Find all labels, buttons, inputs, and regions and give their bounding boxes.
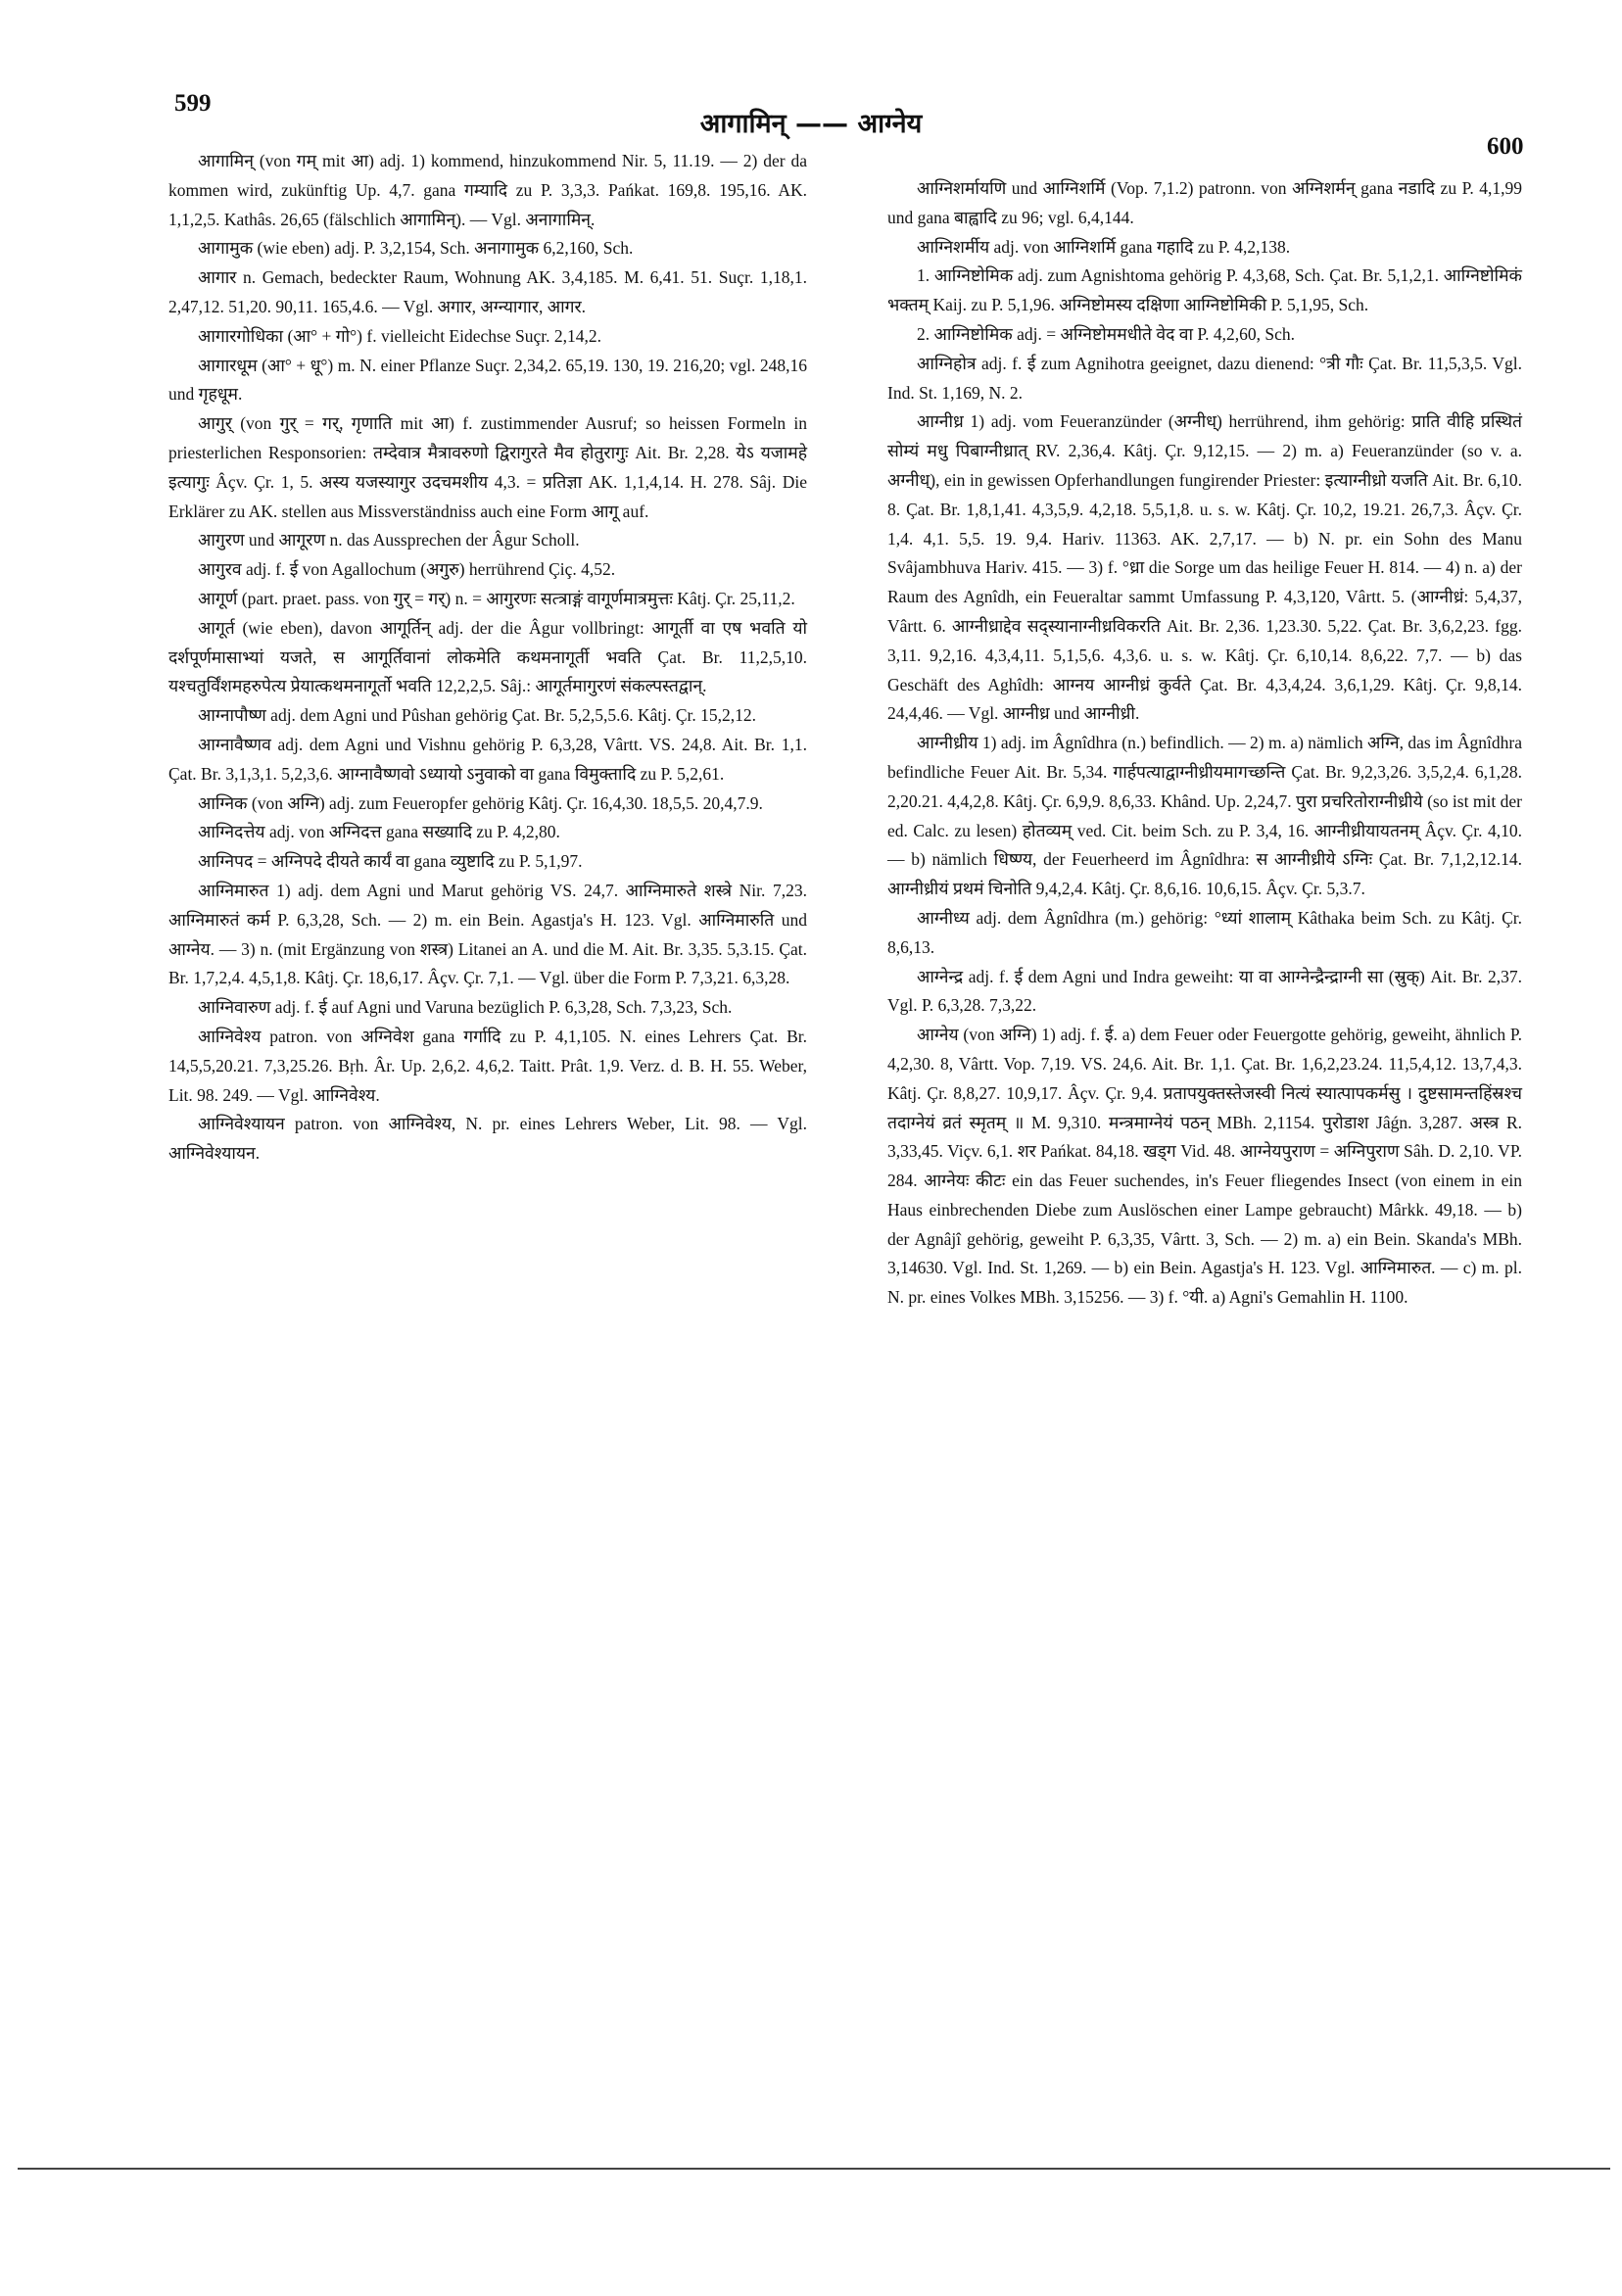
dictionary-entry: 1. आग्निष्टोमिक adj. zum Agnishtoma gehörig P. 4,3,68, Sch. Çat. Br. 5,1,2,1. आग्निष्टोमिकं भक्तम् Kaij. zu P. 5,1,96. अग्निष्टोमस्य दक्षिणा आग्निष्टोमिकी P. 5,1,95, Sch. bbox=[887, 265, 1522, 315]
dictionary-entry: आग्निहोत्र adj. f. ई zum Agnihotra geeignet, dazu dienend: °त्री गौः Çat. Br. 11,5,3,5. Vgl. Ind. St. 1,169, N. 2. bbox=[887, 353, 1522, 403]
dictionary-entry: आग्निवारुण adj. f. ई auf Agni und Varuna bezüglich P. 6,3,28, Sch. 7,3,23, Sch. bbox=[198, 997, 733, 1018]
dictionary-entry: आग्निवेश्यायन patron. von आग्निवेश्य, N. pr. eines Lehrers Weber, Lit. 98. — Vgl. आग्निवेश्यायन. bbox=[168, 1114, 807, 1164]
dictionary-entry: आगुर् (von गुर् = गर्, गृणाति mit आ) f. zustimmender Ausruf; so heissen Formeln in priesterlichen Responsorien: तम्देवात्र मैत्रावरुणो द्विरागुरते मैव होतुरागुः Ait. Br. 2,28. येऽ यजामहे इत्यागुः Âçv. Çr. 1, 5. अस्य यजस्यागुर उदचमशीय 4,3. = प्रतिज्ञा AK. 1,1,4,14. H. 278. Sâj. Die Erklärer zu AK. stellen aus Missverständniss auch eine Form आगू auf. bbox=[168, 413, 807, 521]
dictionary-entry: आगूर्ण (part. praet. pass. von गुर् = गर्) n. = आगुरणः सत्त्राङ्गं वागूर्णमात्रमुत्तः Kâtj. Çr. 25,11,2. bbox=[198, 588, 795, 608]
header-dash: —— bbox=[795, 109, 849, 139]
header-first-word: आगामिन् bbox=[699, 109, 787, 139]
dictionary-entry: आगुरण und आगूरण n. das Aussprechen der Âgur Scholl. bbox=[198, 530, 580, 550]
bottom-rule bbox=[18, 2168, 1610, 2170]
dictionary-entry: आगामुक (wie eben) adj. P. 3,2,154, Sch. अनागामुक 6,2,160, Sch. bbox=[198, 238, 634, 259]
dictionary-entry: 2. आग्निष्टोमिक adj. = अग्निष्टोममधीते वेद वा P. 4,2,60, Sch. bbox=[917, 323, 1296, 344]
dictionary-entry: आग्निशर्मायणि und आग्निशर्मि (Vop. 7,1.2) patronn. von अग्निशर्मन् gana नडादि zu P. 4,1,99 und gana बाह्वादि zu 96; vgl. 6,4,144. bbox=[887, 178, 1522, 227]
dictionary-entry: आग्निशर्मीय adj. von आग्निशर्मि gana गहादि zu P. 4,2,138. bbox=[917, 236, 1291, 257]
dictionary-entry: आग्नावैष्णव adj. dem Agni und Vishnu gehörig P. 6,3,28, Vârtt. VS. 24,8. Ait. Br. 1,1. Çat. Br. 3,1,3,1. 5,2,3,6. आग्नावैष्णवो ऽध्यायो ऽनुवाको वा gana विमुक्तादि zu P. 5,2,61. bbox=[168, 734, 807, 784]
dictionary-entry: आगारगोधिका (आ° + गो°) f. vielleicht Eidechse Suçr. 2,14,2. bbox=[198, 325, 601, 346]
dictionary-entry: आग्नापौष्ण adj. dem Agni und Pûshan gehörig Çat. Br. 5,2,5,5.6. Kâtj. Çr. 15,2,12. bbox=[198, 705, 756, 726]
dictionary-entry: आग्नीध्य adj. dem Âgnîdhra (m.) gehörig: °ध्यां शालाम् Kâthaka beim Sch. zu Kâtj. Çr. 8,6,13. bbox=[887, 907, 1522, 957]
dictionary-entry: आग्नेय (von अग्नि) 1) adj. f. ई. a) dem Feuer oder Feuergotte gehörig, geweiht, ähnlich P. 4,2,30. 8, Vârtt. Vop. 7,19. VS. 24,6. Ait. Br. 1,1. Çat. Br. 1,6,2,23.24. 11,5,4,12. 13,7,4,3. Kâtj. Çr. 8,8,27. 10,9,17. Âçv. Çr. 9,4. प्रतापयुक्तस्तेजस्वी नित्यं स्यात्पापकर्मसु । दुष्टसामन्तहिंस्रश्च तदाग्नेयं व्रतं स्मृतम् ॥ M. 9,310. मन्त्रमाग्नेयं पठन् MBh. 2,1154. पुरोडाश Jâǵn. 3,287. अस्त्र R. 3,33,45. Viçv. 6,1. शर Pańkat. 84,18. खड्ग Vid. 48. आग्नेयपुराण = अग्निपुराण Sâh. D. 2,10. VP. 284. आग्नेयः कीटः ein das Feuer suchendes, in's Feuer fliegendes Insect (von einem in ein Haus einbrechenden Diebe zum Auslöschen einer Lampe gebraucht) Mârkk. 49,18. — b) der Agnâjî gehörig, geweiht P. 6,3,35, Vârtt. 3, Sch. — 2) m. a) ein Bein. Skanda's MBh. 3,14630. Vgl. Ind. St. 1,269. — b) ein Bein. Agastja's H. 123. Vgl. आग्निमारुत. — c) m. pl. N. pr. eines Volkes MBh. 3,15256. — 3) f. °यी. a) Agni's Gemahlin H. 1100. bbox=[887, 1025, 1522, 1308]
right-column bbox=[887, 174, 1522, 1313]
dictionary-entry: आग्नीध्रीय 1) adj. im Âgnîdhra (n.) befindlich. — 2) m. a) nämlich अग्नि, das im Âgnîdhra befindliche Feuer Ait. Br. 5,34. गार्हपत्याद्वाग्नीध्रीयमागच्छन्ति Çat. Br. 9,2,3,26. 3,5,2,4. 6,1,28. 2,20.21. 4,4,2,8. Kâtj. Çr. 6,9,9. 8,6,33. Khând. Up. 2,24,7. पुरा प्रचरितोराग्नीध्रीये (so ist mit der ed. Calc. zu lesen) होतव्यम् ved. Cit. beim Sch. zu P. 3,4, 16. आग्नीध्रीयायतनम् Âçv. Çr. 4,10. — b) nämlich धिष्ण्य, der Feuerheerd im Âgnîdhra: स आग्नीध्रीये ऽग्निः Çat. Br. 7,1,2,12.14. आग्नीध्रीयं प्रथमं चिनोति 9,4,2,4. Kâtj. Çr. 8,6,16. 10,6,15. Âçv. Çr. 5,3.7. bbox=[887, 733, 1522, 899]
dictionary-entry: आग्नीध्र 1) adj. vom Feueranzünder (अग्नीध्) herrührend, ihm gehörig: प्राति वीहि प्रस्थितं सोम्यं मधु पिबाग्नीध्रात् RV. 2,36,4. Kâtj. Çr. 9,12,15. — 2) m. a) Feueranzünder (so v. a. अग्नीध्), ein in gewissen Opferhandlungen fungirender Priester: इत्याग्नीध्रो यजति Ait. Br. 6,10. 8. Çat. Br. 1,8,1,41. 4,3,5,9. 4,2,18. 5,5,1,8. u. s. w. Kâtj. Çr. 10,2, 19.21. 26,7,3. Âçv. Çr. 1,4. 4,1. 5,5. 19. 9,4. Hariv. 11363. AK. 2,7,17. — b) N. pr. ein Sohn des Manu Svâjambhuva Hariv. 415. — 3) f. °ध्रा die Sorge um das heilige Feuer H. 814. — 4) n. a) der Raum des Agnîdh, ein Feueraltar sammt Umfassung P. 4,3,120, Vârtt. 5. (आग्नीध्रं: 5,4,37, Vârtt. 6. आग्नीध्राद्देव सद्स्यानाग्नीध्रविकरति Ait. Br. 2,36. 1,23.30. 5,22. Çat. Br. 3,6,2,23. fgg. 3,11. 9,2,16. 4,3,4,11. 5,1,5,6. 4,3,6. u. s. w. Kâtj. Çr. 6,10,14. 8,6,22. 7,7. — b) das Geschäft des Aghîdh: आग्नय आग्नीध्रं कुर्वते Çat. Br. 4,3,4,24. 3,6,1,29. Kâtj. Çr. 9,8,14. 24,4,46. — Vgl. आग्नीध्र und आग्नीध्री. bbox=[887, 411, 1522, 724]
dictionary-entry: आग्निपद = अग्निपदे दीयते कार्यं वा gana व्युष्टादि zu P. 5,1,97. bbox=[198, 851, 583, 872]
dictionary-entry: आगामिन् (von गम् mit आ) adj. 1) kommend, hinzukommend Nir. 5, 11.19. — 2) der da kommen wird, zukünftig Up. 4,7. gana गम्यादि zu P. 3,3,3. Pańkat. 169,8. 195,16. AK. 1,1,2,5. Kathâs. 26,65 (fälschlich आगामिन्). — Vgl. अनागामिन्. bbox=[168, 151, 807, 229]
dictionary-entry: आग्निक (von अग्नि) adj. zum Feueropfer gehörig Kâtj. Çr. 16,4,30. 18,5,5. 20,4,7.9. bbox=[198, 792, 763, 813]
dictionary-entry: आगार n. Gemach, bedeckter Raum, Wohnung AK. 3,4,185. M. 6,41. 51. Suçr. 1,18,1. 2,47,12. 51,20. 90,11. 165,4.6. — Vgl. अगार, अग्न्यागार, आगर. bbox=[168, 267, 807, 316]
dictionary-entry: आग्निदत्तेय adj. von अग्निदत्त gana सख्यादि zu P. 4,2,80. bbox=[198, 822, 560, 842]
page-number-right: 600 bbox=[1487, 133, 1524, 160]
header-last-word: आग्नेय bbox=[857, 109, 923, 139]
dictionary-entry: आगारधूम (आ° + धू°) m. N. einer Pflanze Suçr. 2,34,2. 65,19. 130, 19. 216,20; vgl. 248,16 und गृहधूम. bbox=[168, 355, 807, 405]
left-column bbox=[168, 147, 807, 1169]
running-header bbox=[0, 104, 1622, 140]
dictionary-entry: आग्नेन्द्र adj. f. ई dem Agni und Indra geweiht: या वा आग्नेन्द्रैन्द्राग्नी सा (स्रुक्) Ait. Br. 2,37. Vgl. P. 6,3,28. 7,3,22. bbox=[887, 966, 1522, 1016]
dictionary-entry: आग्निवेश्य patron. von अग्निवेश gana गर्गादि zu P. 4,1,105. N. eines Lehrers Çat. Br. 14,5,5,20.21. 7,3,25.26. Bṛh. Âr. Up. 2,6,2. 4,6,2. Taitt. Prât. 1,9. Verz. d. B. H. 55. Weber, Lit. 98. 249. — Vgl. आग्निवेश्य. bbox=[168, 1026, 807, 1105]
dictionary-entry: आगुरव adj. f. ई von Agallochum (अगुरु) herrührend Çiç. 4,52. bbox=[198, 559, 616, 580]
page-number-left: 599 bbox=[174, 90, 212, 117]
dictionary-entry: आग्निमारुत 1) adj. dem Agni und Marut gehörig VS. 24,7. आग्निमारुते शस्त्रे Nir. 7,23. आग्निमारुतं कर्म P. 6,3,28, Sch. — 2) m. ein Bein. Agastja's H. 123. Vgl. आग्निमारुति und आग्नेय. — 3) n. (mit Ergänzung von शस्त्र) Litanei an A. und die M. Ait. Br. 3,35. 5,3.15. Çat. Br. 1,7,2,4. 4,5,1,8. Kâtj. Çr. 18,6,17. Âçv. Çr. 7,1. — Vgl. über die Form P. 7,3,21. 6,3,28. bbox=[168, 880, 807, 988]
dictionary-entry: आगूर्त (wie eben), davon आगूर्तिन् adj. der die Âgur vollbringt: आगूर्ती वा एष भवति यो दर्शपूर्णमासाभ्यां यजते, स आगूर्तिवानां लोकमेति कथमनागूर्ती भवति Çat. Br. 11,2,5,10. यश्चतुर्विंशमहरुपेत्य प्रेयात्कथमनागूर्तो भवति 12,2,2,5. Sâj.: आगूर्तमागुरणं संकल्पस्तद्वान्. bbox=[168, 617, 807, 696]
